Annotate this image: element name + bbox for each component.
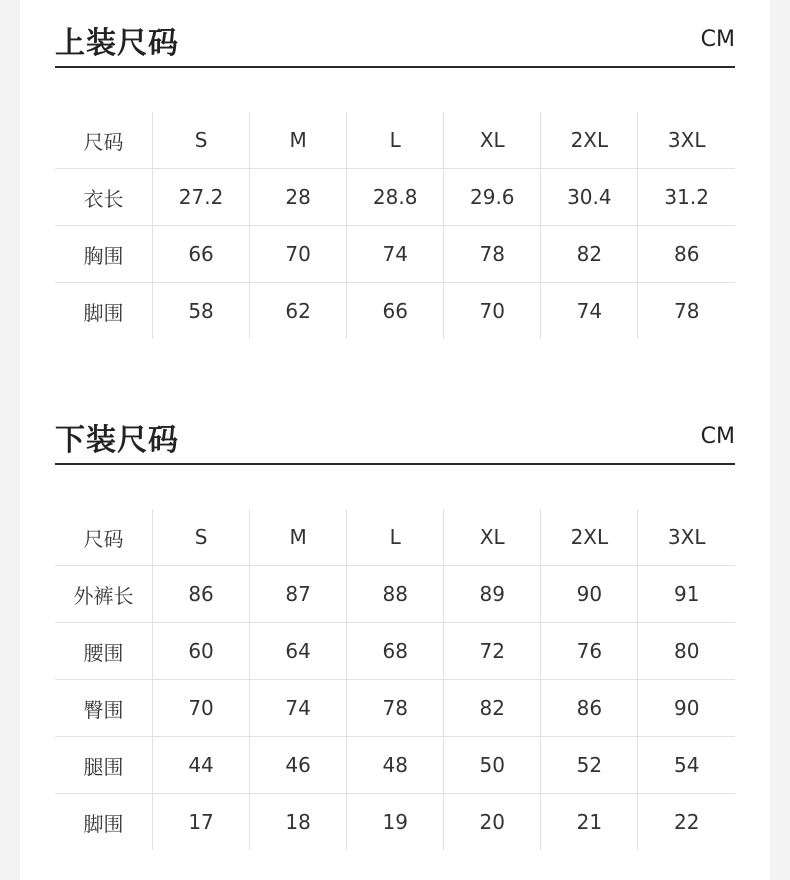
table-header-row	[55, 509, 735, 566]
row-label: 脚围	[55, 283, 153, 340]
table-header-row	[55, 112, 735, 169]
table-cell: 78	[638, 283, 735, 340]
table-row	[55, 226, 735, 283]
table-cell: 31.2	[638, 169, 735, 226]
bottom-size-table	[55, 509, 735, 850]
table-cell: 74	[541, 283, 638, 340]
table-cell: 28	[250, 169, 347, 226]
table-cell: 68	[347, 623, 444, 680]
header-cell: 3XL	[638, 509, 735, 566]
table-cell: 86	[153, 566, 250, 623]
table-cell: 78	[347, 680, 444, 737]
table-cell: 78	[444, 226, 541, 283]
table-row	[55, 169, 735, 226]
table-row	[55, 623, 735, 680]
table-cell: 50	[444, 737, 541, 794]
table-cell: 22	[638, 794, 735, 851]
header-cell: XL	[444, 509, 541, 566]
table-cell: 70	[444, 283, 541, 340]
header-cell: 2XL	[541, 112, 638, 169]
table-cell: 44	[153, 737, 250, 794]
table-cell: 89	[444, 566, 541, 623]
table-cell: 19	[347, 794, 444, 851]
header-cell: 3XL	[638, 112, 735, 169]
table-row	[55, 283, 735, 340]
table-cell: 21	[541, 794, 638, 851]
header-cell: 尺码	[83, 526, 124, 551]
table-row	[55, 737, 735, 794]
table-cell: 80	[638, 623, 735, 680]
table-cell: 70	[250, 226, 347, 283]
row-label: 外裤长	[55, 566, 153, 623]
table-cell: 64	[250, 623, 347, 680]
table-cell: 30.4	[541, 169, 638, 226]
size-chart-page	[20, 0, 770, 880]
header-cell: S	[153, 112, 250, 169]
top-size-table	[55, 112, 735, 339]
header-cell: XL	[444, 112, 541, 169]
table-cell: 54	[638, 737, 735, 794]
table-cell: 66	[153, 226, 250, 283]
table-cell: 82	[541, 226, 638, 283]
table-cell: 48	[347, 737, 444, 794]
table-cell: 87	[250, 566, 347, 623]
bottom-size-section	[55, 397, 735, 836]
row-label: 腰围	[55, 623, 153, 680]
table-row	[55, 794, 735, 851]
table-row	[55, 680, 735, 737]
table-cell: 29.6	[444, 169, 541, 226]
table-row	[55, 566, 735, 623]
table-cell: 58	[153, 283, 250, 340]
top-size-section	[55, 0, 735, 325]
table-cell: 28.8	[347, 169, 444, 226]
top-size-header	[55, 0, 735, 68]
table-cell: 17	[153, 794, 250, 851]
header-cell: M	[250, 509, 347, 566]
table-cell: 91	[638, 566, 735, 623]
bottom-size-header	[55, 397, 735, 465]
table-cell: 86	[638, 226, 735, 283]
table-cell: 88	[347, 566, 444, 623]
table-cell: 46	[250, 737, 347, 794]
top-size-title: 上装尺码	[55, 26, 179, 61]
header-cell: L	[347, 509, 444, 566]
table-cell: 66	[347, 283, 444, 340]
table-cell: 27.2	[153, 169, 250, 226]
table-cell: 20	[444, 794, 541, 851]
table-cell: 74	[347, 226, 444, 283]
header-cell: 2XL	[541, 509, 638, 566]
header-cell: S	[153, 509, 250, 566]
bottom-size-unit: CM	[700, 424, 735, 449]
table-cell: 90	[638, 680, 735, 737]
table-cell: 74	[250, 680, 347, 737]
table-cell: 70	[153, 680, 250, 737]
row-label: 胸围	[55, 226, 153, 283]
header-cell: L	[347, 112, 444, 169]
row-label: 腿围	[55, 737, 153, 794]
bottom-size-title: 下装尺码	[55, 423, 179, 458]
row-label: 衣长	[55, 169, 153, 226]
row-label: 脚围	[55, 794, 153, 851]
table-cell: 62	[250, 283, 347, 340]
table-cell: 72	[444, 623, 541, 680]
table-cell: 90	[541, 566, 638, 623]
top-size-unit: CM	[700, 27, 735, 52]
header-cell: M	[250, 112, 347, 169]
table-cell: 52	[541, 737, 638, 794]
table-cell: 60	[153, 623, 250, 680]
table-cell: 76	[541, 623, 638, 680]
row-label: 臀围	[55, 680, 153, 737]
table-cell: 18	[250, 794, 347, 851]
table-cell: 82	[444, 680, 541, 737]
header-cell: 尺码	[83, 129, 124, 154]
table-cell: 86	[541, 680, 638, 737]
